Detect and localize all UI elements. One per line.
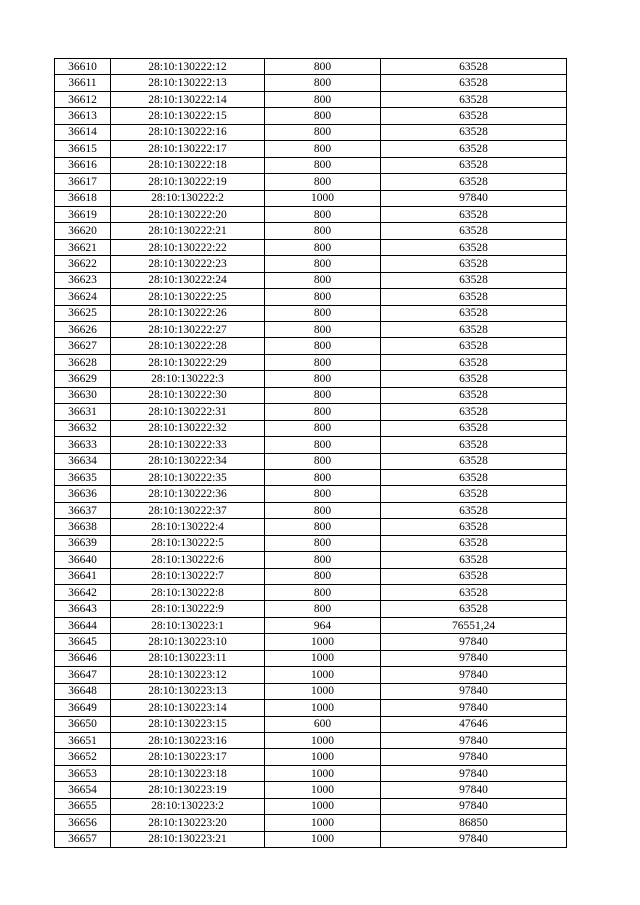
table-row [55, 535, 567, 551]
table-body [55, 59, 567, 848]
cadastral-number-cell: 28:10:130222:4 [111, 519, 265, 535]
row-number-cell: 36653 [55, 765, 111, 781]
row-number-cell: 36652 [55, 749, 111, 765]
row-number-cell: 36619 [55, 206, 111, 222]
value-cell: 63528 [381, 157, 567, 173]
cadastral-number-cell: 28:10:130222:21 [111, 223, 265, 239]
cadastral-number-cell: 28:10:130222:33 [111, 437, 265, 453]
value-cell: 97840 [381, 782, 567, 798]
value-cell: 97840 [381, 683, 567, 699]
value-cell: 63528 [381, 322, 567, 338]
row-number-cell: 36628 [55, 354, 111, 370]
row-number-cell: 36622 [55, 256, 111, 272]
row-number-cell: 36624 [55, 289, 111, 305]
table-row [55, 617, 567, 633]
table-row [55, 453, 567, 469]
table-row [55, 732, 567, 748]
value-cell: 97840 [381, 749, 567, 765]
table-row [55, 749, 567, 765]
area-cell: 800 [265, 322, 381, 338]
area-cell: 800 [265, 338, 381, 354]
area-cell: 800 [265, 91, 381, 107]
table-row [55, 831, 567, 847]
cadastral-number-cell: 28:10:130222:37 [111, 502, 265, 518]
row-number-cell: 36649 [55, 700, 111, 716]
table-row [55, 305, 567, 321]
cadastral-number-cell: 28:10:130222:28 [111, 338, 265, 354]
value-cell: 63528 [381, 519, 567, 535]
area-cell: 800 [265, 535, 381, 551]
table-row [55, 124, 567, 140]
value-cell: 97840 [381, 765, 567, 781]
row-number-cell: 36633 [55, 437, 111, 453]
value-cell: 63528 [381, 256, 567, 272]
value-cell: 97840 [381, 667, 567, 683]
value-cell: 86850 [381, 815, 567, 831]
value-cell: 97840 [381, 798, 567, 814]
table-row [55, 798, 567, 814]
row-number-cell: 36612 [55, 91, 111, 107]
value-cell: 63528 [381, 568, 567, 584]
area-cell: 800 [265, 420, 381, 436]
area-cell: 600 [265, 716, 381, 732]
value-cell: 63528 [381, 486, 567, 502]
table-row [55, 601, 567, 617]
cadastral-number-cell: 28:10:130223:11 [111, 650, 265, 666]
row-number-cell: 36627 [55, 338, 111, 354]
table-row [55, 338, 567, 354]
area-cell: 800 [265, 354, 381, 370]
table-row [55, 322, 567, 338]
table-row [55, 157, 567, 173]
cadastral-number-cell: 28:10:130222:3 [111, 371, 265, 387]
value-cell: 63528 [381, 206, 567, 222]
table-row [55, 239, 567, 255]
value-cell: 63528 [381, 289, 567, 305]
area-cell: 800 [265, 387, 381, 403]
value-cell: 63528 [381, 272, 567, 288]
cadastral-number-cell: 28:10:130223:21 [111, 831, 265, 847]
value-cell: 97840 [381, 650, 567, 666]
row-number-cell: 36631 [55, 404, 111, 420]
table-row [55, 716, 567, 732]
cadastral-number-cell: 28:10:130222:34 [111, 453, 265, 469]
area-cell: 1000 [265, 650, 381, 666]
row-number-cell: 36641 [55, 568, 111, 584]
cadastral-number-cell: 28:10:130223:16 [111, 732, 265, 748]
table-row [55, 650, 567, 666]
table-row [55, 141, 567, 157]
table-row [55, 469, 567, 485]
value-cell: 63528 [381, 502, 567, 518]
row-number-cell: 36645 [55, 634, 111, 650]
cadastral-number-cell: 28:10:130222:35 [111, 469, 265, 485]
cadastral-number-cell: 28:10:130223:14 [111, 700, 265, 716]
value-cell: 63528 [381, 469, 567, 485]
cadastral-number-cell: 28:10:130222:22 [111, 239, 265, 255]
table-row [55, 420, 567, 436]
table-row [55, 272, 567, 288]
cadastral-number-cell: 28:10:130223:18 [111, 765, 265, 781]
cadastral-number-cell: 28:10:130222:25 [111, 289, 265, 305]
area-cell: 1000 [265, 190, 381, 206]
value-cell: 97840 [381, 700, 567, 716]
area-cell: 800 [265, 453, 381, 469]
row-number-cell: 36610 [55, 59, 111, 75]
row-number-cell: 36636 [55, 486, 111, 502]
cadastral-number-cell: 28:10:130223:20 [111, 815, 265, 831]
cadastral-number-cell: 28:10:130222:7 [111, 568, 265, 584]
area-cell: 800 [265, 502, 381, 518]
row-number-cell: 36618 [55, 190, 111, 206]
row-number-cell: 36620 [55, 223, 111, 239]
value-cell: 63528 [381, 59, 567, 75]
area-cell: 800 [265, 519, 381, 535]
row-number-cell: 36648 [55, 683, 111, 699]
area-cell: 800 [265, 305, 381, 321]
value-cell: 47646 [381, 716, 567, 732]
table-row [55, 371, 567, 387]
row-number-cell: 36640 [55, 552, 111, 568]
value-cell: 63528 [381, 239, 567, 255]
table-row [55, 519, 567, 535]
table-row [55, 404, 567, 420]
row-number-cell: 36615 [55, 141, 111, 157]
cadastral-number-cell: 28:10:130223:13 [111, 683, 265, 699]
area-cell: 800 [265, 75, 381, 91]
table-row [55, 437, 567, 453]
area-cell: 800 [265, 404, 381, 420]
cadastral-number-cell: 28:10:130222:5 [111, 535, 265, 551]
data-table [54, 58, 567, 848]
table-row [55, 765, 567, 781]
row-number-cell: 36651 [55, 732, 111, 748]
table-row [55, 700, 567, 716]
row-number-cell: 36646 [55, 650, 111, 666]
row-number-cell: 36654 [55, 782, 111, 798]
cadastral-number-cell: 28:10:130222:9 [111, 601, 265, 617]
row-number-cell: 36616 [55, 157, 111, 173]
cadastral-number-cell: 28:10:130222:24 [111, 272, 265, 288]
cadastral-number-cell: 28:10:130222:23 [111, 256, 265, 272]
table-row [55, 782, 567, 798]
row-number-cell: 36642 [55, 585, 111, 601]
cadastral-number-cell: 28:10:130223:15 [111, 716, 265, 732]
area-cell: 800 [265, 272, 381, 288]
area-cell: 800 [265, 157, 381, 173]
value-cell: 63528 [381, 404, 567, 420]
cadastral-number-cell: 28:10:130222:27 [111, 322, 265, 338]
table-row [55, 91, 567, 107]
table-row [55, 223, 567, 239]
area-cell: 800 [265, 469, 381, 485]
area-cell: 800 [265, 256, 381, 272]
table-row [55, 552, 567, 568]
table-row [55, 75, 567, 91]
cadastral-number-cell: 28:10:130222:12 [111, 59, 265, 75]
row-number-cell: 36647 [55, 667, 111, 683]
cadastral-number-cell: 28:10:130222:31 [111, 404, 265, 420]
area-cell: 1000 [265, 831, 381, 847]
value-cell: 63528 [381, 75, 567, 91]
table-row [55, 289, 567, 305]
area-cell: 800 [265, 239, 381, 255]
row-number-cell: 36657 [55, 831, 111, 847]
row-number-cell: 36614 [55, 124, 111, 140]
value-cell: 63528 [381, 585, 567, 601]
area-cell: 800 [265, 206, 381, 222]
cadastral-number-cell: 28:10:130222:30 [111, 387, 265, 403]
value-cell: 97840 [381, 634, 567, 650]
area-cell: 1000 [265, 683, 381, 699]
table-row [55, 815, 567, 831]
cadastral-number-cell: 28:10:130223:19 [111, 782, 265, 798]
cadastral-number-cell: 28:10:130222:2 [111, 190, 265, 206]
table-row [55, 108, 567, 124]
cadastral-number-cell: 28:10:130222:13 [111, 75, 265, 91]
table-row [55, 256, 567, 272]
area-cell: 1000 [265, 798, 381, 814]
area-cell: 1000 [265, 749, 381, 765]
area-cell: 800 [265, 223, 381, 239]
cadastral-number-cell: 28:10:130222:32 [111, 420, 265, 436]
row-number-cell: 36643 [55, 601, 111, 617]
value-cell: 63528 [381, 338, 567, 354]
value-cell: 63528 [381, 453, 567, 469]
cadastral-number-cell: 28:10:130222:14 [111, 91, 265, 107]
area-cell: 800 [265, 59, 381, 75]
area-cell: 800 [265, 371, 381, 387]
cadastral-number-cell: 28:10:130222:19 [111, 174, 265, 190]
cadastral-number-cell: 28:10:130222:29 [111, 354, 265, 370]
area-cell: 800 [265, 552, 381, 568]
row-number-cell: 36638 [55, 519, 111, 535]
area-cell: 800 [265, 141, 381, 157]
value-cell: 63528 [381, 354, 567, 370]
value-cell: 63528 [381, 601, 567, 617]
value-cell: 97840 [381, 831, 567, 847]
cadastral-number-cell: 28:10:130222:17 [111, 141, 265, 157]
row-number-cell: 36626 [55, 322, 111, 338]
row-number-cell: 36625 [55, 305, 111, 321]
row-number-cell: 36613 [55, 108, 111, 124]
area-cell: 800 [265, 568, 381, 584]
row-number-cell: 36639 [55, 535, 111, 551]
value-cell: 63528 [381, 124, 567, 140]
table-row [55, 59, 567, 75]
row-number-cell: 36630 [55, 387, 111, 403]
cadastral-number-cell: 28:10:130223:10 [111, 634, 265, 650]
value-cell: 63528 [381, 141, 567, 157]
row-number-cell: 36644 [55, 617, 111, 633]
table-row [55, 354, 567, 370]
value-cell: 97840 [381, 190, 567, 206]
area-cell: 800 [265, 289, 381, 305]
value-cell: 63528 [381, 371, 567, 387]
area-cell: 1000 [265, 700, 381, 716]
table-row [55, 568, 567, 584]
row-number-cell: 36623 [55, 272, 111, 288]
value-cell: 63528 [381, 535, 567, 551]
area-cell: 800 [265, 585, 381, 601]
area-cell: 1000 [265, 782, 381, 798]
table-row [55, 174, 567, 190]
row-number-cell: 36655 [55, 798, 111, 814]
cadastral-number-cell: 28:10:130222:20 [111, 206, 265, 222]
cadastral-number-cell: 28:10:130222:6 [111, 552, 265, 568]
row-number-cell: 36656 [55, 815, 111, 831]
row-number-cell: 36617 [55, 174, 111, 190]
table-row [55, 634, 567, 650]
table-row [55, 585, 567, 601]
table-row [55, 683, 567, 699]
cadastral-number-cell: 28:10:130222:15 [111, 108, 265, 124]
area-cell: 1000 [265, 732, 381, 748]
table-row [55, 667, 567, 683]
cadastral-number-cell: 28:10:130222:18 [111, 157, 265, 173]
table-row [55, 502, 567, 518]
row-number-cell: 36611 [55, 75, 111, 91]
value-cell: 63528 [381, 387, 567, 403]
area-cell: 1000 [265, 815, 381, 831]
table-row [55, 387, 567, 403]
row-number-cell: 36650 [55, 716, 111, 732]
area-cell: 800 [265, 601, 381, 617]
value-cell: 63528 [381, 108, 567, 124]
value-cell: 63528 [381, 223, 567, 239]
cadastral-number-cell: 28:10:130222:16 [111, 124, 265, 140]
row-number-cell: 36637 [55, 502, 111, 518]
area-cell: 964 [265, 617, 381, 633]
row-number-cell: 36634 [55, 453, 111, 469]
value-cell: 63528 [381, 305, 567, 321]
table-row [55, 190, 567, 206]
cadastral-number-cell: 28:10:130222:8 [111, 585, 265, 601]
row-number-cell: 36629 [55, 371, 111, 387]
area-cell: 800 [265, 486, 381, 502]
row-number-cell: 36635 [55, 469, 111, 485]
cadastral-number-cell: 28:10:130222:26 [111, 305, 265, 321]
cadastral-number-cell: 28:10:130223:17 [111, 749, 265, 765]
row-number-cell: 36621 [55, 239, 111, 255]
table-row [55, 206, 567, 222]
value-cell: 97840 [381, 732, 567, 748]
cadastral-number-cell: 28:10:130223:1 [111, 617, 265, 633]
cadastral-number-cell: 28:10:130223:12 [111, 667, 265, 683]
area-cell: 800 [265, 174, 381, 190]
cadastral-number-cell: 28:10:130222:36 [111, 486, 265, 502]
area-cell: 800 [265, 437, 381, 453]
area-cell: 1000 [265, 667, 381, 683]
value-cell: 63528 [381, 552, 567, 568]
value-cell: 76551,24 [381, 617, 567, 633]
area-cell: 800 [265, 124, 381, 140]
value-cell: 63528 [381, 420, 567, 436]
row-number-cell: 36632 [55, 420, 111, 436]
area-cell: 1000 [265, 634, 381, 650]
area-cell: 1000 [265, 765, 381, 781]
area-cell: 800 [265, 108, 381, 124]
value-cell: 63528 [381, 91, 567, 107]
table-row [55, 486, 567, 502]
cadastral-number-cell: 28:10:130223:2 [111, 798, 265, 814]
value-cell: 63528 [381, 174, 567, 190]
value-cell: 63528 [381, 437, 567, 453]
